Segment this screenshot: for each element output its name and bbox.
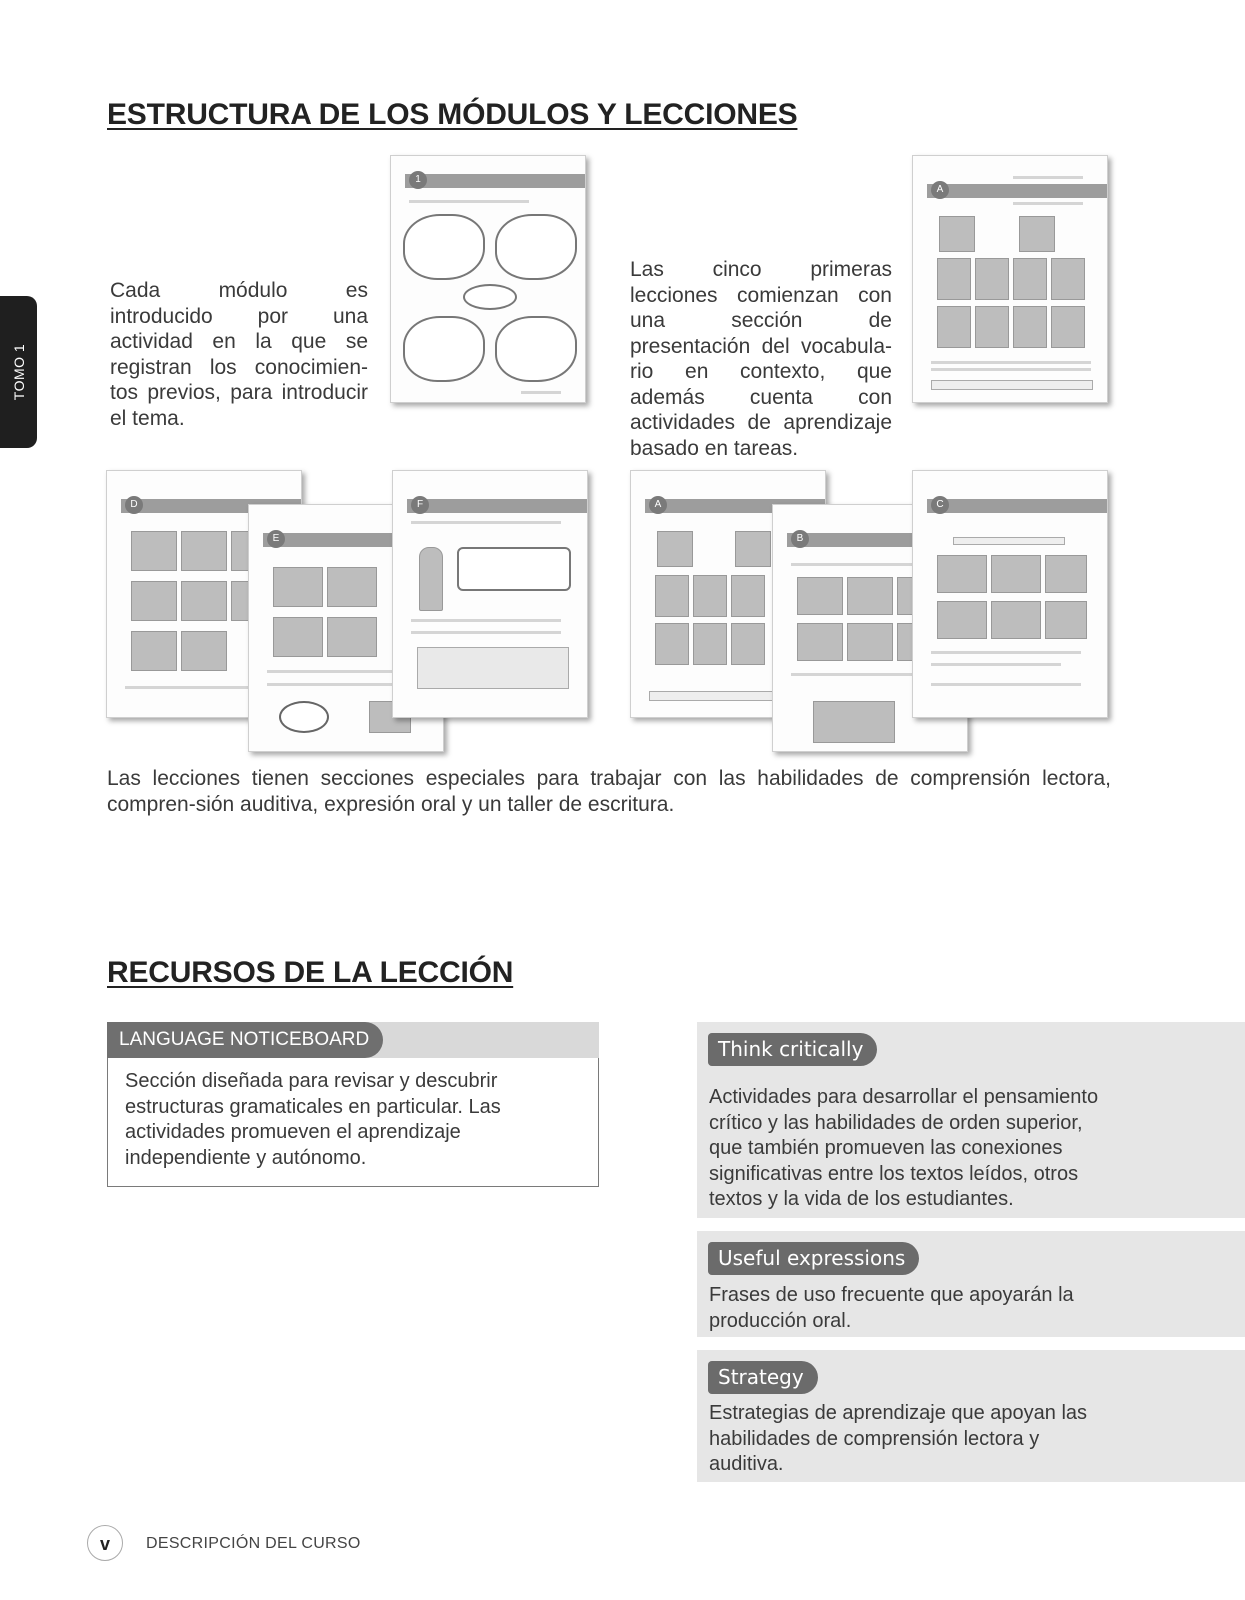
volume-label: TOMO 1 <box>10 343 27 401</box>
lesson-a-page-thumbnail: A <box>630 470 826 718</box>
lessons-intro-text: Las cinco primeras lecciones comienzan con una sección de presentación del vocabula-rio en contexto, que además cuenta con actividades de aprendizaje basado en tareas. <box>630 258 892 460</box>
useful-expressions-text: Frases de uso frecuente que apoyarán la producción oral. <box>709 1284 1074 1332</box>
lesson-e-page-thumbnail: E <box>248 504 444 752</box>
lesson-d-page-thumbnail: D <box>106 470 302 718</box>
strategy-box <box>697 1350 1245 1482</box>
language-noticeboard-label: LANGUAGE NOTICEBOARD <box>107 1022 383 1058</box>
volume-side-tab <box>0 296 37 448</box>
footer-section-title: DESCRIPCIÓN DEL CURSO <box>146 1535 361 1552</box>
strategy-label: Strategy <box>708 1361 818 1394</box>
page-number: v <box>87 1525 123 1561</box>
think-critically-label: Think critically <box>708 1033 877 1066</box>
strategy-text: Estrategias de aprendizaje que apoyan las habilidades de comprensión lectora y auditiva. <box>709 1402 1088 1475</box>
module-intro-page-thumbnail: 1 <box>390 155 586 403</box>
useful-expressions-label: Useful expressions <box>708 1242 919 1275</box>
modules-intro-text: Cada módulo es introducido por una actividad en la que se registran los conocimien-tos previos, para introducir el tema. <box>110 279 368 430</box>
section-title-resources: RECURSOS DE LA LECCIÓN <box>107 956 514 989</box>
think-critically-text: Actividades para desarrollar el pensamiento crítico y las habilidades de orden superior, que también promueven las conexiones significativas entre los textos leídos, otros textos y la vida de los estudiantes. <box>709 1086 1099 1210</box>
section-title-structure: ESTRUCTURA DE LOS MÓDULOS Y LECCIONES <box>107 98 798 131</box>
useful-expressions-box <box>697 1231 1245 1337</box>
language-noticeboard-header <box>107 1022 599 1058</box>
special-sections-text: Las lecciones tienen secciones especiales para trabajar con las habilidades de comprensión lectora, compren-sión auditiva, expresión oral y un taller de escritura. <box>107 767 1111 816</box>
think-critically-box <box>697 1022 1245 1218</box>
lesson-b-page-thumbnail: B <box>772 504 968 752</box>
language-noticeboard-text: Sección diseñada para revisar y descubrir estructuras gramaticales en particular. Las actividades promueven el aprendizaje independiente y autónomo. <box>125 1070 501 1169</box>
vocabulary-page-thumbnail: A <box>912 155 1108 403</box>
lesson-c-page-thumbnail: C <box>912 470 1108 718</box>
lesson-f-page-thumbnail: F <box>392 470 588 718</box>
